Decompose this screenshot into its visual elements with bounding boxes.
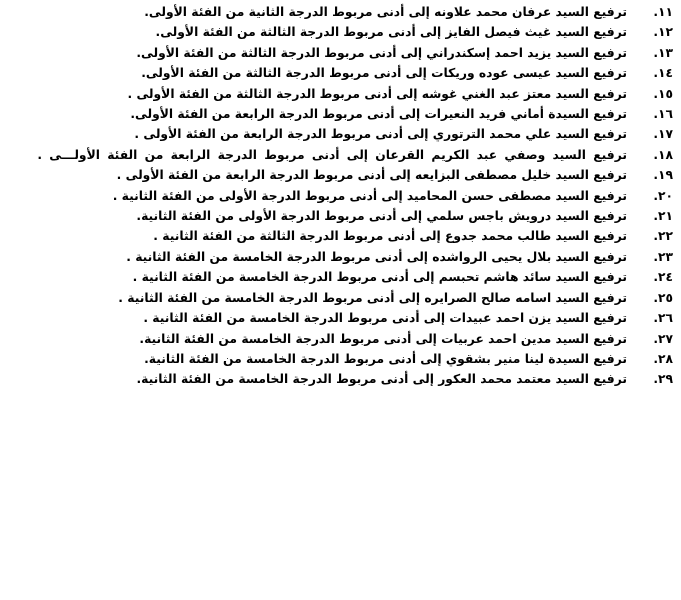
item-number: ١٨. (653, 147, 673, 162)
item-text: ترفيع السيد معتمد محمد العكور إلى أدنى مربوط الدرجة الخامسة من الفئة الثانية. (136, 372, 627, 387)
list-item (6, 369, 673, 389)
list-item (6, 308, 673, 328)
item-number: ٢١. (653, 209, 673, 224)
item-number: ١٦. (653, 107, 673, 122)
item-number: ٢٩. (653, 372, 673, 387)
item-text: ترفيع السيد درويش باجس سلمي إلى أدنى مربوط الدرجة الأولى من الفئة الثانية. (136, 209, 627, 224)
list-item (6, 186, 673, 206)
list-item (6, 104, 673, 124)
list-item (6, 43, 673, 63)
item-text: ترفيع السيد غيث فيصل الفايز إلى أدنى مربوط الدرجة الثالثة من الفئة الأولى. (155, 25, 627, 40)
item-text: ترفيع السيد سائد هاشم تحبسم إلى أدنى مربوط الدرجة الخامسة من الفئة الثانية . (132, 270, 627, 285)
item-text: ترفيع السيد خليل مصطفى البزايعه إلى أدنى مربوط الدرجة الرابعة من الفئة الأولى . (116, 168, 627, 183)
item-number: ٢٢. (653, 229, 673, 244)
item-text: ترفيع السيد اسامه صالح الصرايره إلى أدنى مربوط الدرجة الخامسة من الفئة الثانية . (118, 290, 627, 305)
item-text: ترفيع السيد بلال يحيى الرواشده إلى أدنى مربوط الدرجة الخامسة من الفئة الثانية . (126, 249, 627, 264)
item-text: ترفيع السيد علي محمد الترتوري إلى أدنى مربوط الدرجة الرابعة من الفئة الأولى . (134, 127, 627, 142)
item-number: ١٤. (653, 66, 673, 81)
item-number: ١٥. (653, 86, 673, 101)
list-item (6, 145, 673, 165)
item-number: ٢٦. (653, 311, 673, 326)
list-item (6, 349, 673, 369)
list-item (6, 329, 673, 349)
list-item (6, 22, 673, 42)
item-number: ١١. (653, 5, 673, 19)
list-item (6, 84, 673, 104)
item-text: ترفيع السيد عرفان محمد علاونه إلى أدنى مربوط الدرجة الثانية من الفئة الأولى. (144, 5, 627, 19)
item-number: ١٢. (653, 25, 673, 40)
item-number: ٢٨. (653, 351, 673, 366)
list-item (6, 63, 673, 83)
list-item (6, 288, 673, 308)
item-number: ٢٧. (653, 331, 673, 346)
list-item (6, 124, 673, 144)
list-item (6, 2, 673, 22)
item-text: ترفيع السيد وصفي عبد الكريم القرعان إلى أدنى مربوط الدرجة الرابعة من الفئة الأولـــى . (37, 147, 627, 162)
item-text: ترفيع السيد مصطفى حسن المحاميد إلى أدنى مربوط الدرجة الأولى من الفئة الثانية . (112, 188, 627, 203)
item-number: ١٧. (653, 127, 673, 142)
item-number: ٢٠. (653, 188, 673, 203)
item-text: ترفيع السيد عيسى عوده وريكات إلى أدنى مربوط الدرجة الثالثة من الفئة الأولى. (141, 66, 627, 81)
list-item (6, 226, 673, 246)
item-number: ١٩. (653, 168, 673, 183)
item-text: ترفيع السيدة أماني فريد النعيرات إلى أدنى مربوط الدرجة الرابعة من الفئة الأولى. (130, 107, 627, 122)
item-text: ترفيع السيد معتز عبد الغني غوشه إلى أدنى مربوط الدرجة الثالثة من الفئة الأولى . (127, 86, 627, 101)
item-number: ٢٥. (653, 290, 673, 305)
list-item (6, 165, 673, 185)
item-text: ترفيع السيد يزن احمد عبيدات إلى أدنى مربوط الدرجة الخامسة من الفئة الثانية . (143, 311, 627, 326)
item-text: ترفيع السيدة لينا منير بشقوي إلى أدنى مربوط الدرجة الخامسة من الفئة الثانية. (144, 351, 627, 366)
document-body (0, 2, 681, 390)
item-text: ترفيع السيد مدين احمد عربيات إلى أدنى مربوط الدرجة الخامسة من الفئة الثانية. (139, 331, 627, 346)
list-item (6, 267, 673, 287)
item-number: ٢٤. (653, 270, 673, 285)
item-text: ترفيع السيد يزيد احمد إسكندراني إلى أدنى مربوط الدرجة الثالثة من الفئة الأولى. (136, 45, 627, 60)
item-text: ترفيع السيد طالب محمد جدوع إلى أدنى مربوط الدرجة الثالثة من الفئة الثانية . (153, 229, 627, 244)
list-item (6, 247, 673, 267)
item-number: ١٣. (653, 45, 673, 60)
item-number: ٢٣. (653, 249, 673, 264)
list-item (6, 206, 673, 226)
